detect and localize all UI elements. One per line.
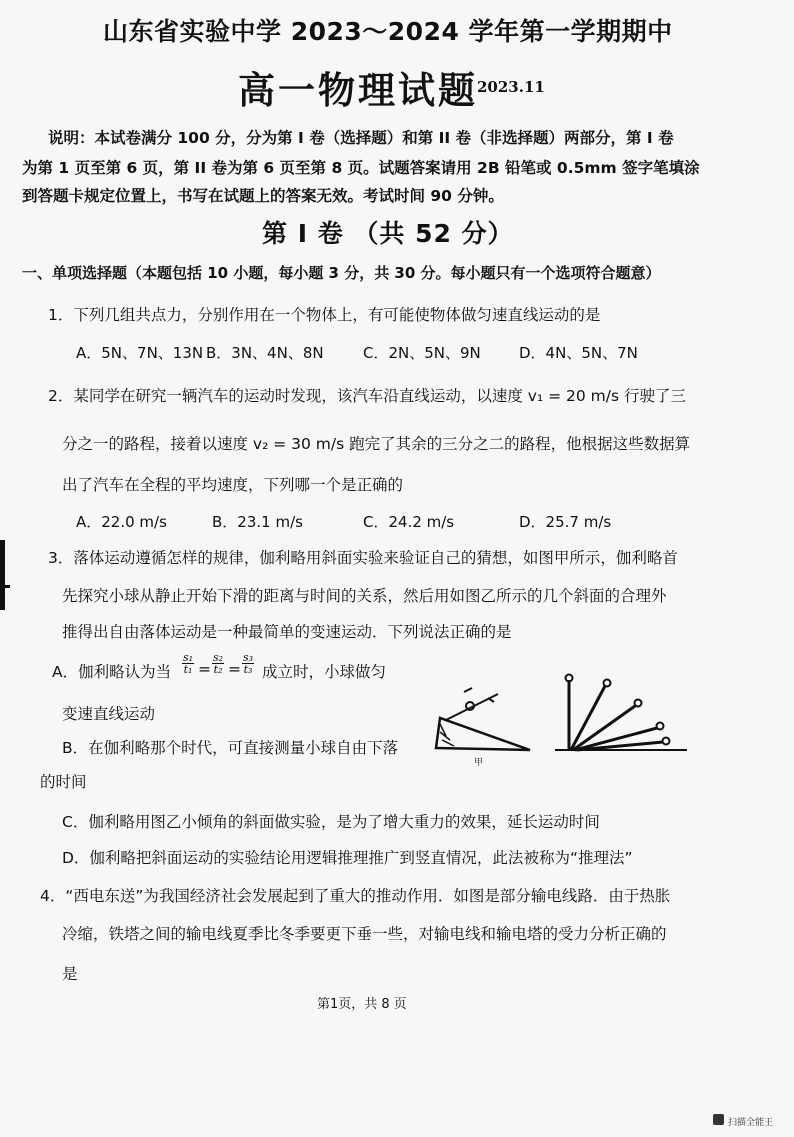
exam-subject-title: 高一物理试题 <box>238 69 478 112</box>
question-4-line: 4．“西电东送”为我国经济社会发展起到了重大的推动作用．如图是部分输电线路．由于热胀 <box>40 887 671 905</box>
question-3-option-a-line2: 变速直线运动 <box>62 705 156 723</box>
incline-top-peg <box>464 688 494 702</box>
fraction-denominator: t₂ <box>213 663 223 676</box>
question-2-option-b: B．23.1 m/s <box>212 513 303 531</box>
exam-date: 2023.11 <box>477 78 545 96</box>
instruction-line: 到答题卡规定位置上，书写在试题上的答案无效。考试时间 90 分钟。 <box>22 187 504 205</box>
question-2-line: 出了汽车在全程的平均速度，下列哪一个是正确的 <box>62 476 404 494</box>
fraction-denominator: t₁ <box>183 663 193 676</box>
ball-3 <box>657 723 664 730</box>
fraction-s1-t1 <box>182 652 194 675</box>
question-3-option-b-line2: 的时间 <box>40 773 87 791</box>
instruction-line: 说明：本试卷满分 100 分，分为第 I 卷（选择题）和第 II 卷（非选择题）两部分，第 I 卷 <box>48 129 674 147</box>
figure-jia-inclined-plane <box>428 680 538 765</box>
question-3-line: 推得出自由落体运动是一种最简单的变速运动．下列说法正确的是 <box>62 623 512 641</box>
incline-hatching <box>440 724 454 746</box>
question-3-option-a-prefix: A．伽利略认为当 <box>52 663 172 681</box>
incline-surface <box>436 718 530 750</box>
fraction-numerator: s₂ <box>213 651 224 664</box>
question-2-line: 分之一的路程，接着以速度 v₂ = 30 m/s 跑完了其余的三分之二的路程，他根据这些数据算 <box>62 435 691 453</box>
fraction-numerator: s₁ <box>183 651 194 664</box>
equals-sign: = <box>228 660 241 678</box>
equals-sign: = <box>198 660 211 678</box>
exam-school-title: 山东省实验中学 2023～2024 学年第一学期期中 <box>103 17 673 46</box>
question-1-option-b: B．3N、4N、8N <box>206 344 324 362</box>
question-1-option-d: D．4N、5N、7N <box>519 344 638 362</box>
section-title: 第 I 卷 （共 52 分） <box>262 219 514 248</box>
question-2-option-a: A．22.0 m/s <box>76 513 167 531</box>
question-2-option-d: D．25.7 m/s <box>519 513 612 531</box>
fraction-denominator: t₃ <box>243 663 253 676</box>
ball-4 <box>663 738 670 745</box>
question-3-option-c: C．伽利略用图乙小倾角的斜面做实验，是为了增大重力的效果，延长运动时间 <box>62 813 600 831</box>
instruction-line: 为第 1 页至第 6 页，第 II 卷为第 6 页至第 8 页。试题答案请用 2B 铅笔或 0.5mm 签字笔填涂 <box>22 159 700 177</box>
question-3-option-d: D．伽利略把斜面运动的实验结论用逻辑推理推广到竖直情况，此法被称为“推理法” <box>62 849 633 867</box>
question-2-option-c: C．24.2 m/s <box>363 513 455 531</box>
ball-1 <box>604 680 611 687</box>
figure-label-jia: 甲 <box>474 758 484 768</box>
fraction-s2-t2 <box>212 652 224 675</box>
page-footer: 第1页，共 8 页 <box>317 997 407 1012</box>
question-4-line: 冷缩，铁塔之间的输电线夏季比冬季要更下垂一些，对输电线和输电塔的受力分析正确的 <box>62 925 667 943</box>
fraction-numerator: s₃ <box>243 651 254 664</box>
question-3-option-b-line1: B．在伽利略那个时代，可直接测量小球自由下落 <box>62 739 399 757</box>
scanner-watermark: 扫描全能王 <box>728 1118 774 1128</box>
scanner-logo-icon <box>713 1114 724 1125</box>
scan-edge-mark <box>0 585 10 588</box>
incline-rail <box>446 694 498 720</box>
question-1-option-a: A．5N、7N、13N <box>76 344 204 362</box>
question-3-option-a-suffix: 成立时，小球做匀 <box>262 663 387 681</box>
question-2-line: 2．某同学在研究一辆汽车的运动时发现，该汽车沿直线运动，以速度 v₁ = 20 m/s 行驶了三 <box>48 387 686 405</box>
part-title: 一、单项选择题（本题包括 10 小题，每小题 3 分，共 30 分。每小题只有一个选项符合题意） <box>22 264 661 282</box>
question-1-option-c: C．2N、5N、9N <box>363 344 481 362</box>
question-1-stem: 1．下列几组共点力，分别作用在一个物体上，有可能使物体做匀速直线运动的是 <box>48 306 601 324</box>
fraction-s3-t3 <box>242 652 254 675</box>
question-4-line: 是 <box>62 965 78 983</box>
scan-edge-mark <box>0 540 5 610</box>
figure-yi-multiple-inclines <box>545 670 695 760</box>
question-3-line: 3．落体运动遵循怎样的规律，伽利略用斜面实验来验证自己的猜想，如图甲所示，伽利略首 <box>48 549 678 567</box>
ball-2 <box>635 700 642 707</box>
question-3-line: 先探究小球从静止开始下滑的距离与时间的关系，然后用如图乙所示的几个斜面的合理外 <box>62 587 667 605</box>
